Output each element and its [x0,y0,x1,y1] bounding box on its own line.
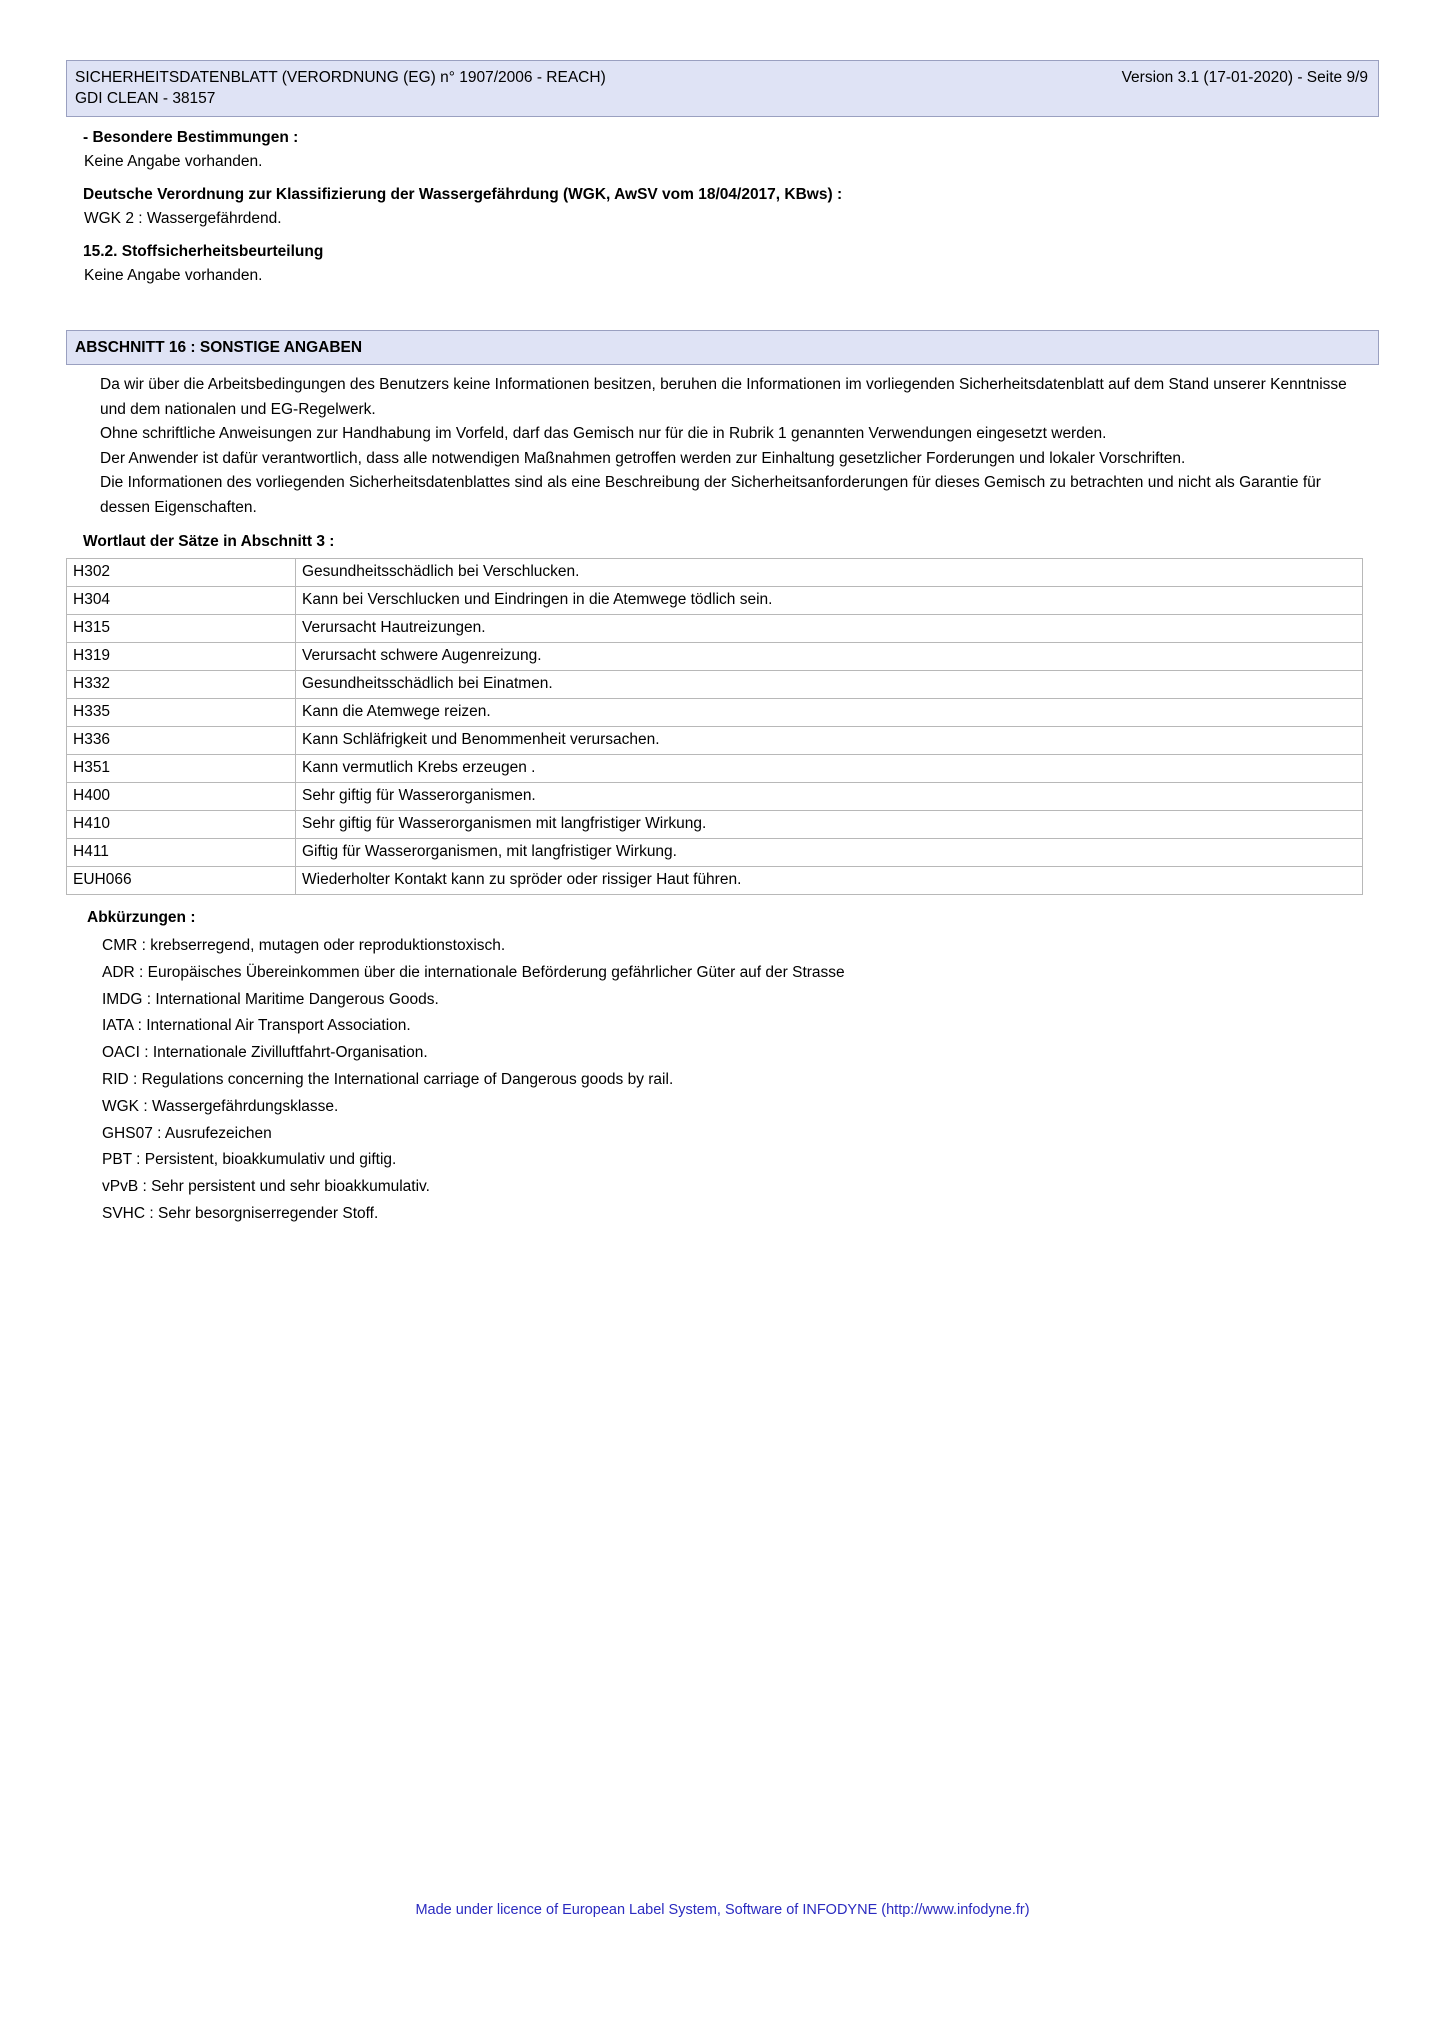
phrase-code: EUH066 [67,867,296,895]
phrase-code: H411 [67,839,296,867]
wgk-value: WGK 2 : Wassergefährdend. [84,210,282,227]
table-row [67,727,1363,755]
phrase-text: Sehr giftig für Wasserorganismen mit langfristiger Wirkung. [296,811,1363,839]
phrase-code: H400 [67,783,296,811]
wgk-label: Deutsche Verordnung zur Klassifizierung der Wassergefährdung (WGK, AwSV vom 18/04/2017, KBws) : [83,186,843,203]
phrases-heading: Wortlaut der Sätze in Abschnitt 3 : [83,533,335,550]
header-version: Version 3.1 (17-01-2020) - Seite 9/9 [1121,69,1368,86]
phrase-text: Kann bei Verschlucken und Eindringen in die Atemwege tödlich sein. [296,587,1363,615]
list-item: vPvB : Sehr persistent und sehr bioakkumulativ. [102,1178,430,1196]
abbreviations-heading: Abkürzungen : [87,909,196,926]
phrase-code: H332 [67,671,296,699]
table-row [67,755,1363,783]
list-item: CMR : krebserregend, mutagen oder reproduktionstoxisch. [102,937,506,954]
footer-licence-text: Made under licence of European Label System, Software of INFODYNE (http://www.infodyne.fr) [415,1902,1030,1918]
section-16-paragraph-1: Da wir über die Arbeitsbedingungen des Benutzers keine Informationen besitzen, beruhen die Informationen im vorliegenden Sicherheitsdatenblatt auf dem Stand unserer Kenntnisse und dem nationalen und EG-Regelwerk. [100,376,1347,418]
phrase-text: Verursacht Hautreizungen. [296,615,1363,643]
list-item: GHS07 : Ausrufezeichen [102,1124,272,1142]
chemical-safety-assessment-label: 15.2. Stoffsicherheitsbeurteilung [83,243,324,260]
phrase-text: Kann vermutlich Krebs erzeugen . [296,755,1363,783]
table-row [67,671,1363,699]
phrase-text: Kann Schläfrigkeit und Benommenheit verursachen. [296,727,1363,755]
phrase-code: H315 [67,615,296,643]
table-row [67,643,1363,671]
document-content [66,60,1379,1228]
phrase-text: Kann die Atemwege reizen. [296,699,1363,727]
phrase-text: Gesundheitsschädlich bei Verschlucken. [296,559,1363,587]
section-16-heading: ABSCHNITT 16 : SONSTIGE ANGABEN [66,330,1379,365]
phrase-text: Verursacht schwere Augenreizung. [296,643,1363,671]
phrase-text: Giftig für Wasserorganismen, mit langfristiger Wirkung. [296,839,1363,867]
section-16-paragraphs [66,365,1379,520]
abbreviations-list [66,933,1379,1228]
table-row [67,839,1363,867]
chemical-safety-assessment-block [66,240,1379,288]
special-provisions-label: - Besondere Bestimmungen : [83,129,299,146]
table-row [67,559,1363,587]
phrase-code: H319 [67,643,296,671]
special-provisions-value: Keine Angabe vorhanden. [84,153,263,170]
phrase-text: Sehr giftig für Wasserorganismen. [296,783,1363,811]
list-item: SVHC : Sehr besorgniserregender Stoff. [102,1204,379,1222]
header-title-line1: SICHERHEITSDATENBLATT (VERORDNUNG (EG) n° 1907/2006 - REACH) [75,69,606,86]
table-row [67,783,1363,811]
phrase-code: H410 [67,811,296,839]
phrase-text: Wiederholter Kontakt kann zu spröder oder rissiger Haut führen. [296,867,1363,895]
phrase-code: H335 [67,699,296,727]
wgk-block [66,183,1379,231]
chemical-safety-assessment-value: Keine Angabe vorhanden. [84,267,263,284]
special-provisions-block [66,126,1379,174]
phrase-code: H302 [67,559,296,587]
list-item: WGK : Wassergefährdungsklasse. [102,1097,339,1115]
list-item: ADR : Europäisches Übereinkommen über die internationale Beförderung gefährlicher Güter auf der Strasse [102,963,845,981]
document-header [66,60,1379,117]
list-item: PBT : Persistent, bioakkumulativ und giftig. [102,1151,397,1169]
list-item: RID : Regulations concerning the International carriage of Dangerous goods by rail. [102,1070,674,1088]
header-title-line2: GDI CLEAN - 38157 [75,90,216,107]
table-row [67,699,1363,727]
phrase-text: Gesundheitsschädlich bei Einatmen. [296,671,1363,699]
table-row [67,867,1363,895]
list-item: IATA : International Air Transport Association. [102,1017,411,1035]
hazard-phrases-table [66,558,1363,895]
phrase-code: H351 [67,755,296,783]
table-row [67,811,1363,839]
section-16-paragraph-3: Der Anwender ist dafür verantwortlich, dass alle notwendigen Maßnahmen getroffen werden zur Einhaltung gesetzlicher Forderungen und lokaler Vorschriften. [100,449,1186,467]
document-footer [0,1902,1445,1918]
table-row [67,615,1363,643]
section-16-paragraph-2: Ohne schriftliche Anweisungen zur Handhabung im Vorfeld, darf das Gemisch nur für die in Rubrik 1 genannten Verwendungen eingesetzt werden. [100,425,1107,442]
table-row [67,587,1363,615]
list-item: OACI : Internationale Zivilluftfahrt-Organisation. [102,1044,428,1062]
phrase-code: H304 [67,587,296,615]
phrase-code: H336 [67,727,296,755]
list-item: IMDG : International Maritime Dangerous Goods. [102,990,439,1008]
section-16-paragraph-4: Die Informationen des vorliegenden Sicherheitsdatenblattes sind als eine Beschreibung der Sicherheitsanforderungen für dieses Gemisch zu betrachten und nicht als Garantie für dessen Eigenschaften. [100,474,1321,516]
